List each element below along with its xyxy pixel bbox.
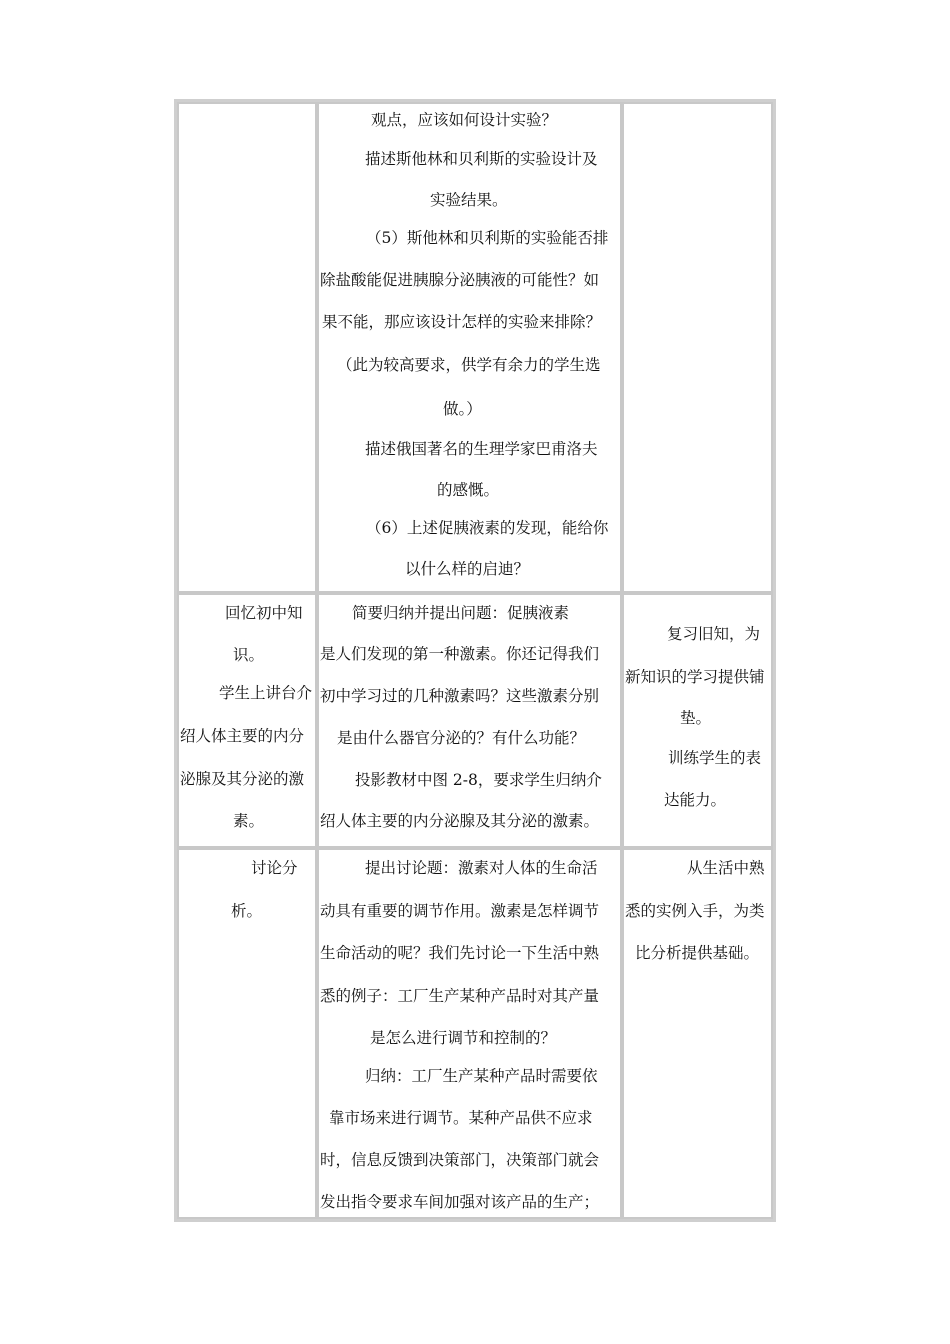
text-line: 实验结果。 <box>430 191 508 209</box>
text-line: 素。 <box>233 812 265 830</box>
text-line: 观点，应该如何设计实验？ <box>371 111 558 129</box>
row3-middle-cell <box>317 848 622 1219</box>
text-line: 悉的例子：工厂生产某种产品时对其产量 <box>320 987 600 1005</box>
text-line: 达能力。 <box>664 791 727 809</box>
text-line: 做。） <box>443 400 482 418</box>
row1-right-cell <box>622 102 773 593</box>
text-line: 训练学生的表 <box>668 749 762 767</box>
text-line: 泌腺及其分泌的激 <box>180 770 305 788</box>
row2-right-cell <box>622 593 773 848</box>
text-line: 回忆初中知 <box>225 604 303 622</box>
text-line: 绍人体主要的内分 <box>180 727 305 745</box>
text-line: 以什么样的启迪？ <box>405 560 530 578</box>
row3-right-cell <box>622 848 773 1219</box>
text-line: 从生活中熟 <box>687 859 765 877</box>
text-line: 归纳：工厂生产某种产品时需要依 <box>365 1067 598 1085</box>
text-line: 复习旧知，为 <box>667 625 761 643</box>
row1-middle-cell <box>317 102 622 593</box>
text-line: 靠市场来进行调节。某种产品供不应求 <box>329 1109 593 1127</box>
text-line: （6）上述促胰液素的发现，能给你 <box>366 519 609 537</box>
text-line: 描述俄国著名的生理学家巴甫洛夫 <box>365 440 598 458</box>
text-line: 发出指令要求车间加强对该产品的生产； <box>320 1193 600 1211</box>
text-line: 新知识的学习提供铺 <box>625 668 765 686</box>
text-line: 提出讨论题：激素对人体的生命活 <box>365 859 598 877</box>
text-line: 果不能，那应该设计怎样的实验来排除？ <box>322 313 602 331</box>
text-line: 投影教材中图 2-8，要求学生归纳介 <box>355 771 602 789</box>
row2-middle-cell <box>317 593 622 848</box>
text-line: 初中学习过的几种激素吗？这些激素分别 <box>320 687 600 705</box>
text-line: （此为较高要求，供学有余力的学生选 <box>337 356 601 374</box>
text-line: 识。 <box>233 646 265 664</box>
text-line: 的感慨。 <box>437 481 500 499</box>
text-line: 生命活动的呢？我们先讨论一下生活中熟 <box>320 944 600 962</box>
text-line: 垫。 <box>680 709 712 727</box>
text-line: 是由什么器官分泌的？有什么功能？ <box>337 729 586 747</box>
text-line: 动具有重要的调节作用。激素是怎样调节 <box>320 902 600 920</box>
row2-left-cell <box>177 593 317 848</box>
text-line: 讨论分 <box>251 859 298 877</box>
text-line: 除盐酸能促进胰腺分泌胰液的可能性？如 <box>320 271 600 289</box>
text-line: 悉的实例入手，为类 <box>625 902 765 920</box>
text-line: （5）斯他林和贝利斯的实验能否排 <box>366 229 609 247</box>
text-line: 学生上讲台介 <box>219 684 313 702</box>
text-line: 比分析提供基础。 <box>635 944 760 962</box>
text-line: 简要归纳并提出问题：促胰液素 <box>352 604 570 622</box>
text-line: 描述斯他林和贝利斯的实验设计及 <box>365 150 598 168</box>
row3-left-cell <box>177 848 317 1219</box>
text-line: 绍人体主要的内分泌腺及其分泌的激素。 <box>320 812 600 830</box>
text-line: 析。 <box>231 902 263 920</box>
text-line: 是人们发现的第一种激素。你还记得我们 <box>320 645 600 663</box>
row1-left-cell <box>177 102 317 593</box>
text-line: 时，信息反馈到决策部门，决策部门就会 <box>320 1151 600 1169</box>
text-line: 是怎么进行调节和控制的？ <box>370 1029 557 1047</box>
